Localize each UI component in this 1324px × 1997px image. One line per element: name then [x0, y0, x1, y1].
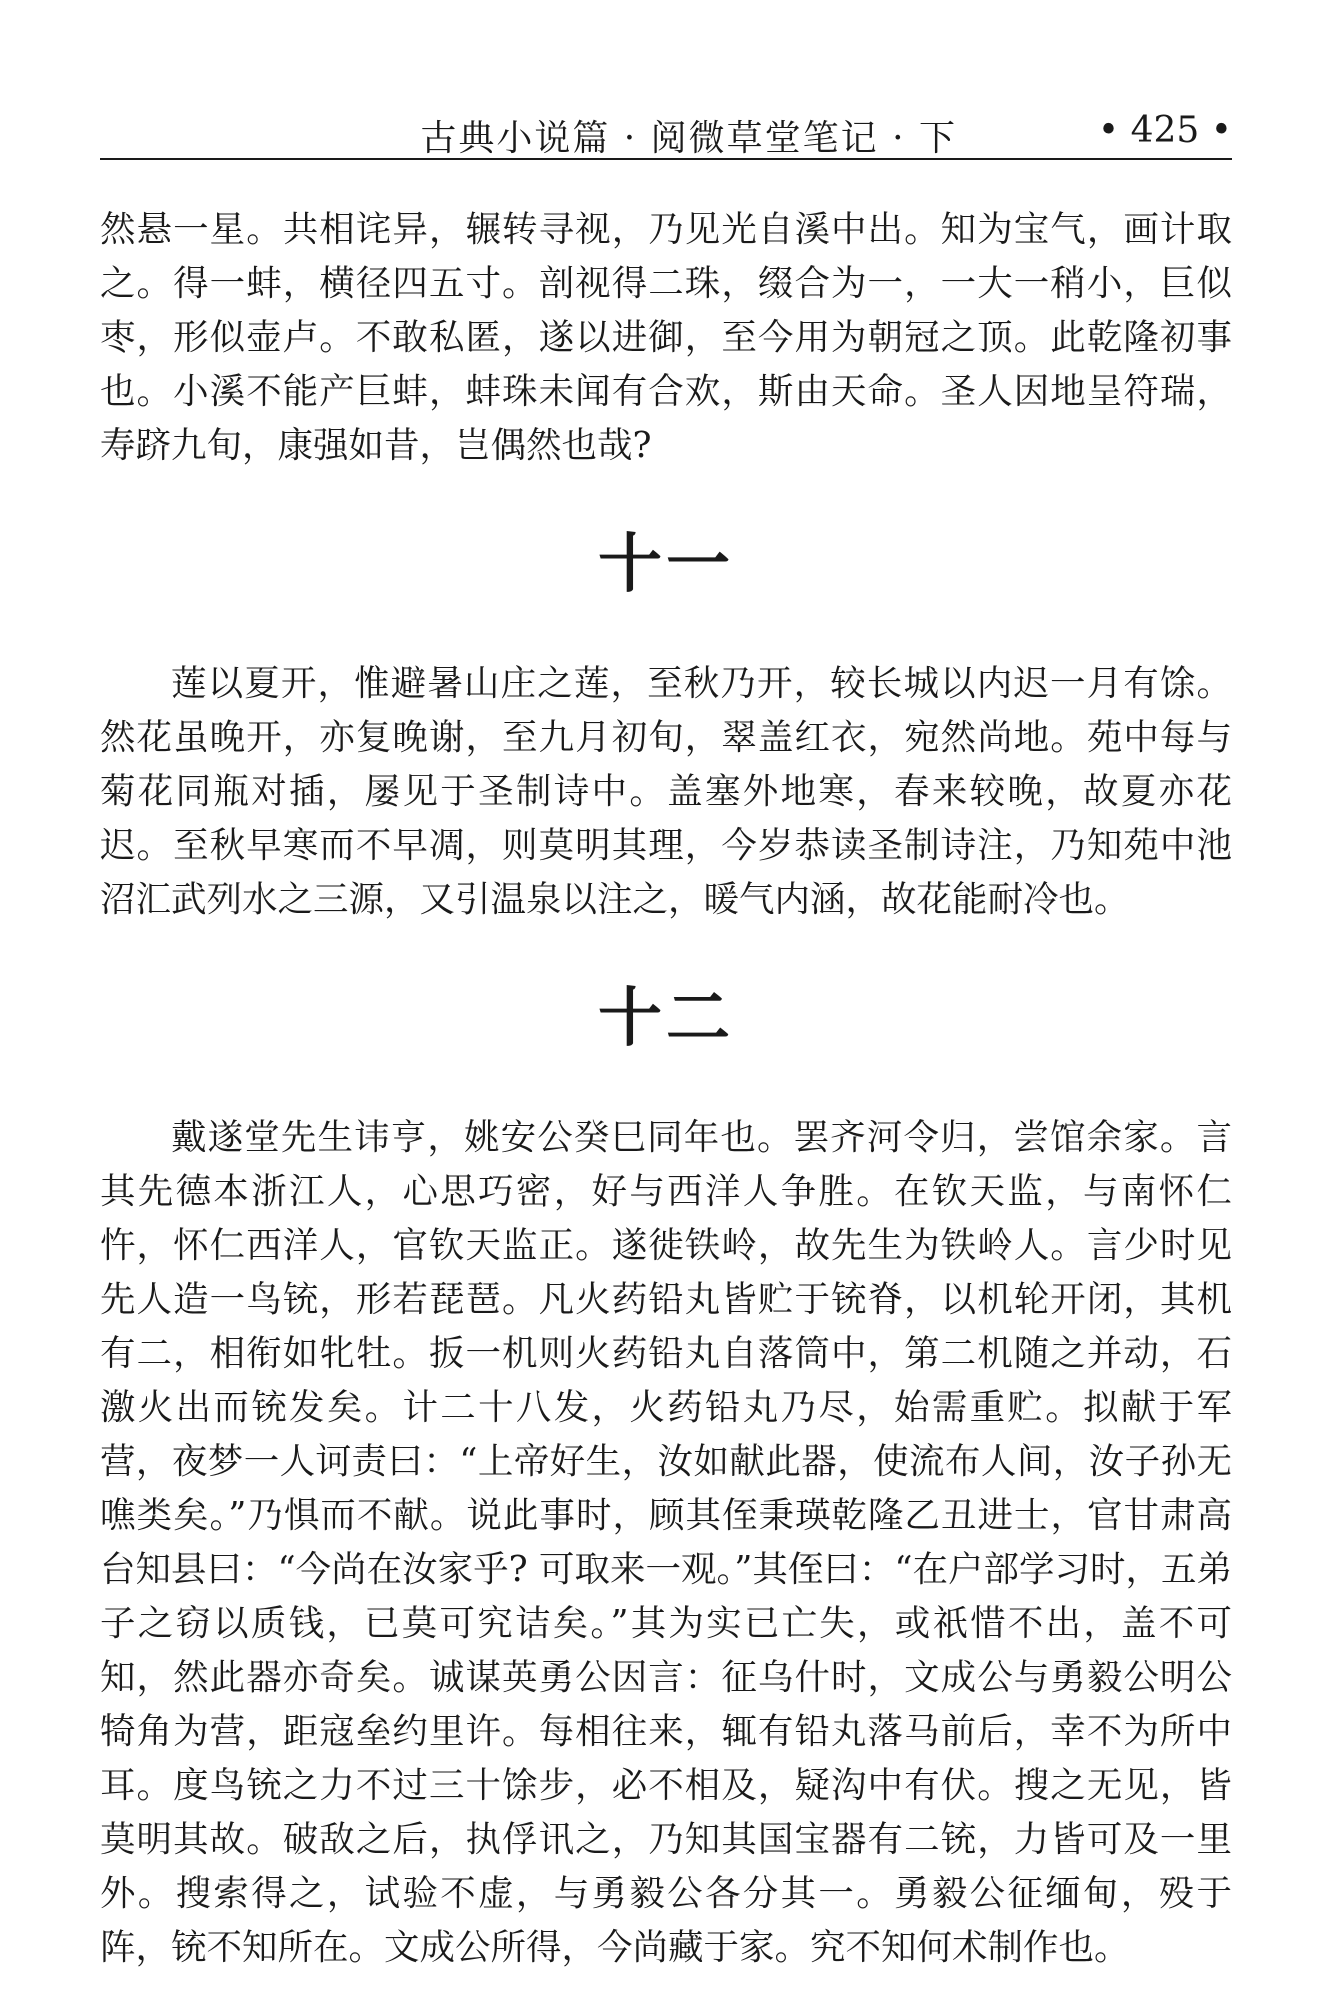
- page-header: [100, 100, 1232, 160]
- section-12-paragraph: 戴遂堂先生讳亨，姚安公癸巳同年也。罢齐河令归，尝馆余家。言其先德本浙江人，心思巧密，好与西洋人争胜。在钦天监，与南怀仁忤，怀仁西洋人，官钦天监正。遂徙铁岭，故先生为铁岭人。言少时见先人造一鸟铳，形若琵琶。凡火药铅丸皆贮于铳脊，以机轮开闭，其机有二，相衔如牝牡。扳一机则火药铅丸自落筒中，第二机随之并动，石激火出而铳发矣。计二十八发，火药铅丸乃尽，始需重贮。拟献于军营，夜梦一人诃责曰：“上帝好生，汝如献此器，使流布人间，汝子孙无噍类矣。”乃惧而不献。说此事时，顾其侄秉瑛乾隆乙丑进士，官甘肃高台知县曰：“今尚在汝家乎? 可取来一观。”其侄曰：“在户部学习时，五弟子之窃以质钱，已莫可究诘矣。”其为实已亡失，或祇惜不出，盖不可知，然此器亦奇矣。诚谋英勇公因言：征乌什时，文成公与勇毅公明公犄角为营，距寇垒约里许。每相往来，辄有铅丸落马前后，幸不为所中耳。度鸟铳之力不过三十馀步，必不相及，疑沟中有伏。搜之无见，皆莫明其故。破敌之后，执俘讯之，乃知其国宝器有二铳，力皆可及一里外。搜索得之，试验不虚，与勇毅公各分其一。勇毅公征缅甸，殁于阵，铳不知所在。文成公所得，今尚藏于家。究不知何术制作也。: [100, 1117, 1233, 1968]
- section-heading-12: 十二: [598, 982, 734, 1056]
- continued-paragraph: 然悬一星。共相诧异，辗转寻视，乃见光自溪中出。知为宝气，画计取之。得一蚌，横径四五寸。剖视得二珠，缀合为一，一大一稍小，巨似枣，形似壶卢。不敢私匿，遂以进御，至今用为朝冠之顶。此乾隆初事也。小溪不能产巨蚌，蚌珠未闻有合欢，斯由天命。圣人因地呈符瑞，寿跻九旬，康强如昔，岂偶然也哉?: [100, 209, 1232, 466]
- page-body: [100, 203, 1232, 1975]
- page-number: • 425 •: [1097, 110, 1232, 151]
- running-title: 古典小说篇 · 阅微草堂笔记 · 下: [420, 118, 957, 159]
- section-11-paragraph: 莲以夏开，惟避暑山庄之莲，至秋乃开，较长城以内迟一月有馀。然花虽晚开，亦复晚谢，至九月初旬，翠盖红衣，宛然尚地。苑中每与菊花同瓶对插，屡见于圣制诗中。盖塞外地寒，春来较晚，故夏亦花迟。至秋早寒而不早凋，则莫明其理，今岁恭读圣制诗注，乃知苑中池沼汇武列水之三源，又引温泉以注之，暖气内涵，故花能耐冷也。: [100, 663, 1232, 920]
- section-heading-11: 十一: [598, 528, 734, 602]
